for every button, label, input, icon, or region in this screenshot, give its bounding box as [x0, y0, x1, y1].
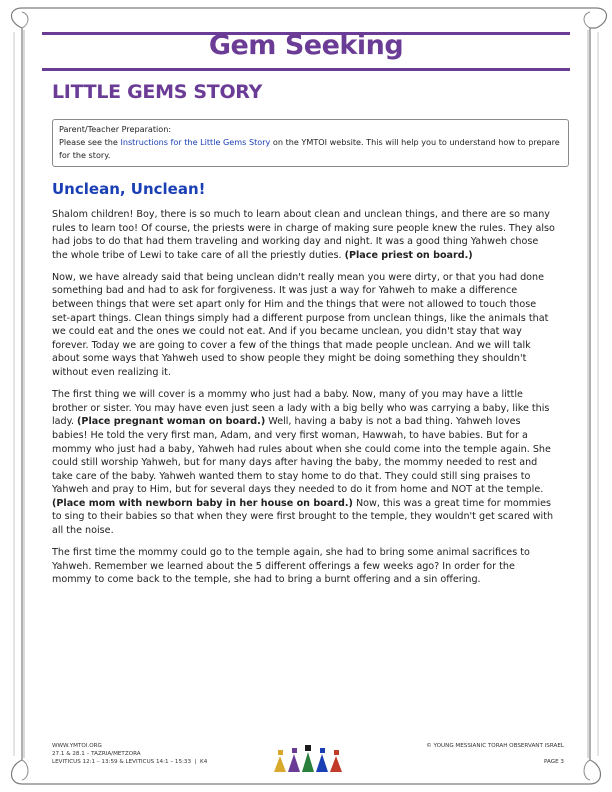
instructions-link[interactable]: Instructions for the Little Gems Story	[120, 137, 271, 147]
preparation-box	[52, 119, 569, 167]
page-content	[36, 30, 576, 765]
page-number: PAGE 3	[544, 759, 564, 765]
story-paragraph: Shalom children! Boy, there is so much to learn about clean and unclean things, and there are so many rules to learn too! Of course, the priests were in charge of making sure people knew the rules. They also had jobs to do that had them traveling and working day and night. It was a good thing Yahweh chose the whole tribe of Lewi to take care of all the priestly duties. (Place priest on board.)	[52, 209, 555, 261]
preparation-heading: Parent/Teacher Preparation:	[59, 124, 172, 134]
story-paragraph: The first thing we will cover is a mommy who just had a baby. Now, many of you may have a little brother or sister. You may have even just seen a lady with a big belly who was carrying a baby, like this lady. (Place pregnant woman on board.) Well, having a baby is not a bad thing. Yahweh loves babies! He told the very first man, Adam, and very first woman, Hawwah, to have babies. But for a mommy who just had a baby, Yahweh had rules about when she could come into the temple again. She could still worship Yahweh, but for many days after having the baby, the mommy needed to rest and take care of the baby. Yahweh wanted them to stay home to do that. They could still sing praises to Yahweh and pray to Him, but for several days they needed to do it from home and NOT at the temple. (Place mom with newborn baby in her house on board.) Now, this was a great time for mommies to sing to their babies so that when they were first brought to the temple, they wouldn't get scared with all the noise.	[52, 389, 554, 537]
title-rule-bottom	[42, 68, 570, 71]
page-footer	[52, 742, 564, 782]
footer-copyright: © YOUNG MESSIANIC TORAH OBSERVANT ISRAEL	[426, 743, 564, 749]
footer-level: K4	[200, 759, 208, 765]
footer-site: WWW.YMTOI.ORG	[52, 743, 102, 749]
story-heading: Unclean, Unclean!	[52, 180, 206, 198]
page-title: Gem Seeking	[208, 30, 404, 61]
story-paragraph: The first time the mommy could go to the temple again, she had to bring some animal sacrifices to Yahweh. Remember we learned about the 5 different offerings a few weeks ago? In order for the mommy to come back to the temple, she had to bring a burnt offering and a sin offering.	[52, 547, 530, 586]
footer-reference: LEVITICUS 12:1 – 13:59 & LEVITICUS 14:1 – 15:33 | K4	[52, 759, 208, 765]
footer-left	[52, 742, 207, 766]
section-subtitle: LITTLE GEMS STORY	[52, 81, 263, 103]
footer-portion: 27.1 & 28.1 – TAZRIA/METZORA	[52, 751, 141, 757]
ymtoi-logo-icon	[270, 744, 346, 774]
story-body	[52, 208, 557, 595]
preparation-text: Please see the Instructions for the Little Gems Story on the YMTOI website. This will help you to understand how to prepare for the story.	[59, 137, 560, 160]
story-paragraph: Now, we have already said that being unclean didn't really mean you were dirty, or that you had done something bad and had to ask for forgiveness. It was just a way for Yahweh to make a difference between things that were set apart only for Him and the things that were not allowed to touch those set-apart things. Clean things simply had a different purpose from unclean things, like the animals that we could eat and the ones we could not eat. And if you became unclean, you didn't stay that way forever. Today we are going to cover a few of the things that made people unclean. And we will talk about some ways that Yahweh used to show people they might be doing something they shouldn't without even realizing it.	[52, 271, 549, 379]
